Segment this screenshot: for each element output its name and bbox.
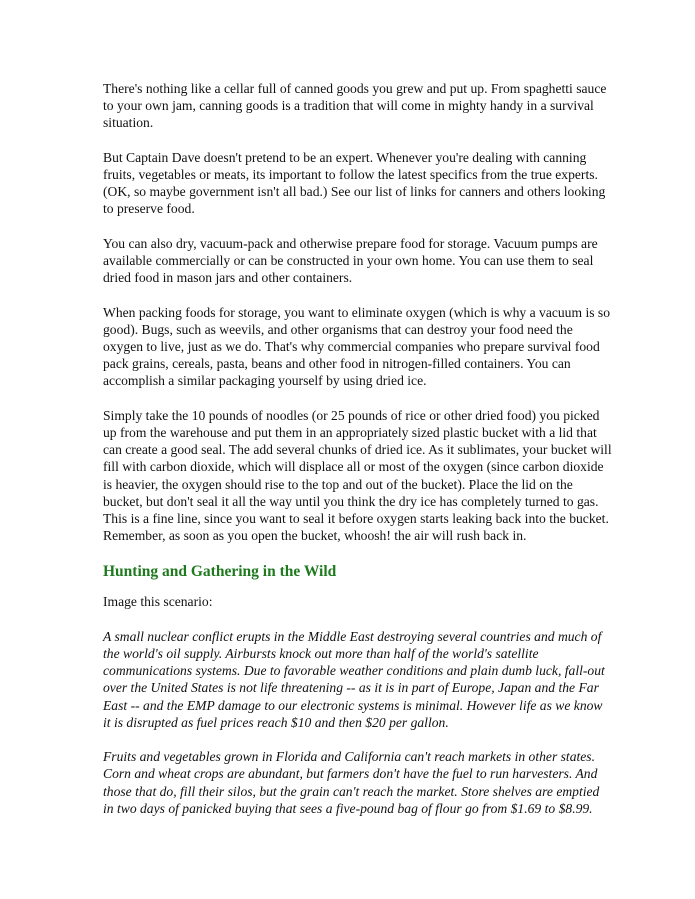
paragraph-vacuum-pack: You can also dry, vacuum-pack and otherwise prepare food for storage. Vacuum pumps are available commercially or can be constructed in your own home. You can use them to seal dried food in mason jars and other containers. xyxy=(103,235,598,286)
paragraph-scenario-food-shortage: Fruits and vegetables grown in Florida and California can't reach markets in other states. Corn and wheat crops are abundant, but farmers don't have the fuel to run harvesters. And those that do, fill their silos, but the grain can't reach the market. Store shelves are emptied in two days of panicked buying that sees a five-pound bag of flour go from $1.69 to $8.99. xyxy=(103,749,600,816)
paragraph-canning-intro: There's nothing like a cellar full of canned goods you grew and put up. From spaghetti sauce to your own jam, canning goods is a tradition that will come in mighty handy in a survival situation. xyxy=(103,81,607,131)
paragraph-captain-dave: But Captain Dave doesn't pretend to be an expert. Whenever you're dealing with canning fruits, vegetables or meats, its important to follow the latest specifics from the true experts. (OK, so maybe government isn't all bad.) See our list of links for canners and others looking to preserve food. xyxy=(103,149,606,217)
paragraph-dry-ice-method: Simply take the 10 pounds of noodles (or 25 pounds of rice or other dried food) you picked up from the warehouse and put them in an appropriately sized plastic bucket with a lid that can create a good seal. The add several chunks of dried ice. As it sublimates, your bucket will fill with carbon dioxide, which will displace all or most of the oxygen (since carbon dioxide is heavier, the oxygen should rise to the top and out of the bucket). Place the lid on the bucket, but don't seal it all the way until you think the dry ice has completely turned to gas. This is a fine line, since you want to seal it before oxygen starts leaking back into the bucket. Remember, as soon as you open the bucket, whoosh! the air will rush back in. xyxy=(103,407,612,544)
section-heading-hunting: Hunting and Gathering in the Wild xyxy=(103,563,337,581)
document-page xyxy=(103,80,613,834)
paragraph-eliminate-oxygen: When packing foods for storage, you want to eliminate oxygen (which is why a vacuum is so good). Bugs, such as weevils, and other organisms that can destroy your food need the oxygen to live, just as we do. That's why commercial companies who prepare survival food pack grains, cereals, pasta, beans and other food in nitrogen-filled containers. You can accomplish a similar packaging yourself by using dried ice. xyxy=(103,304,611,389)
paragraph-scenario-intro: Image this scenario: xyxy=(103,594,213,610)
paragraph-scenario-conflict: A small nuclear conflict erupts in the Middle East destroying several countries and much of the world's oil supply. Airbursts knock out more than half of the world's satellite communications systems. Due to favorable weather conditions and plain dumb luck, fall-out over the United States is not life threatening -- as it is in part of Europe, Japan and the Far East -- and the EMP damage to our electronic systems is minimal. However life as we know it is disrupted as fuel prices reach $10 and then $20 per gallon. xyxy=(103,628,605,730)
